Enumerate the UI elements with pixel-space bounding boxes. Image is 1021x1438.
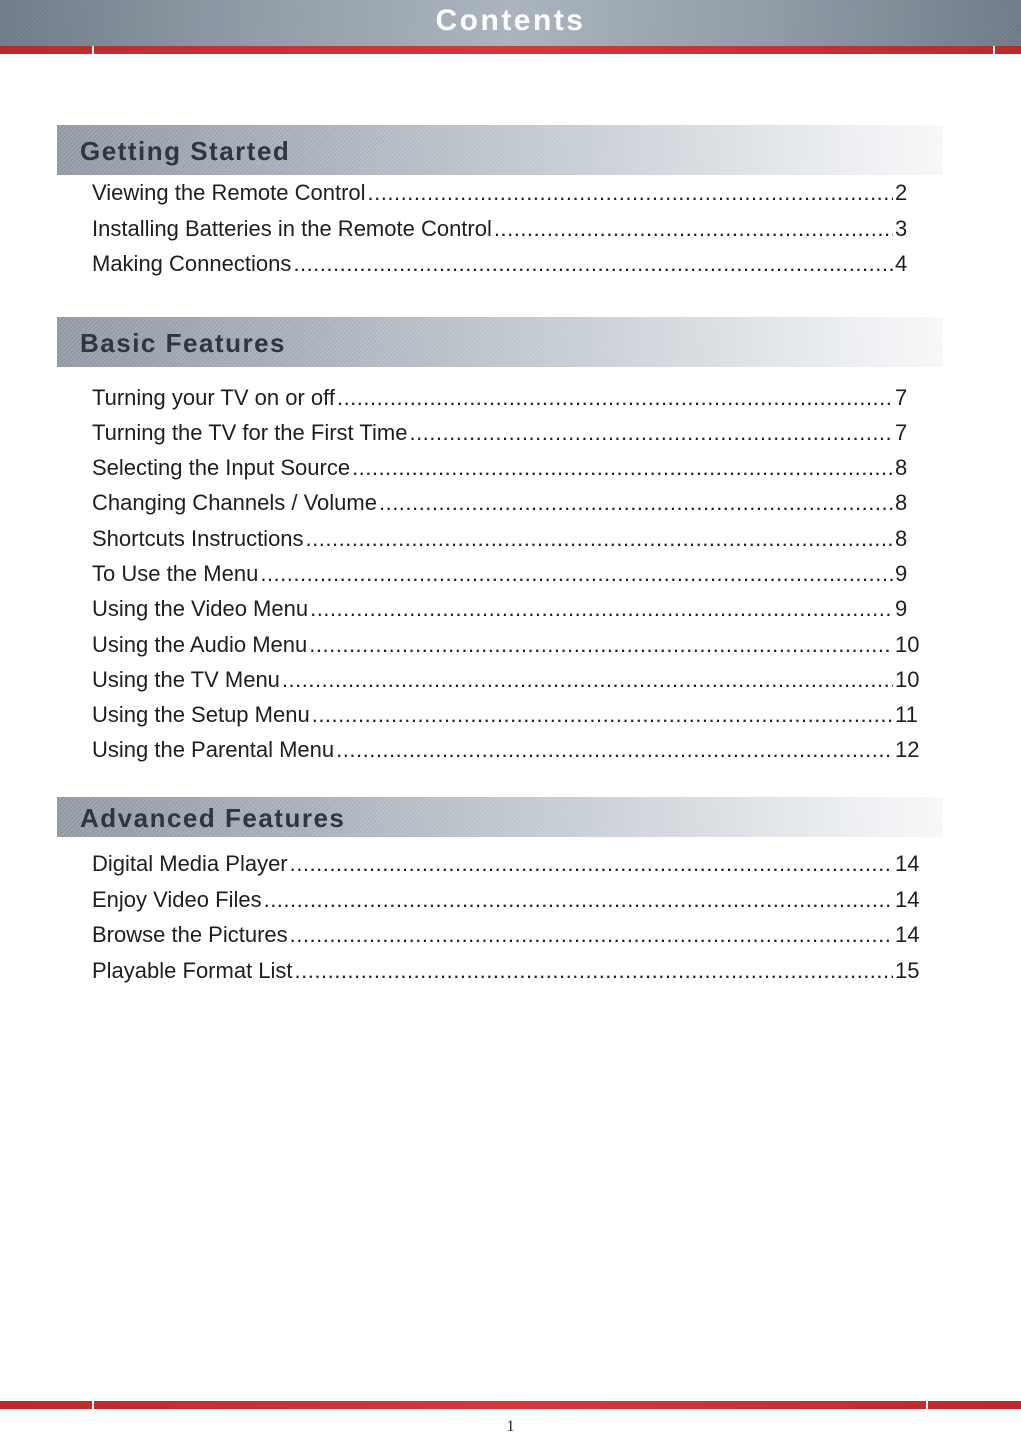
toc-entry[interactable] [92, 385, 921, 415]
toc-entry[interactable] [92, 958, 921, 988]
title-banner [0, 0, 1021, 46]
toc-entry[interactable] [92, 455, 921, 485]
toc-entry-page: 2 [895, 180, 908, 205]
toc-entry-page: 7 [895, 385, 908, 410]
toc-entry-title: Turning your TV on or off [92, 385, 335, 410]
dot-leader [337, 385, 893, 411]
dot-leader [290, 851, 893, 877]
toc-entry[interactable] [92, 490, 921, 520]
toc-entry-page: 14 [895, 922, 920, 947]
toc-entry-title: Browse the Pictures [92, 922, 288, 947]
page-number: 1 [506, 1418, 515, 1435]
top-divider [0, 46, 1021, 54]
toc-entry-page: 8 [895, 490, 908, 515]
toc-entry[interactable] [92, 887, 921, 917]
toc-entry-page: 15 [895, 958, 920, 983]
section-heading: Basic Features [80, 328, 286, 358]
toc-entry[interactable] [92, 851, 921, 881]
toc-entry-page: 10 [895, 667, 920, 692]
toc-entry-page: 9 [895, 561, 908, 586]
dot-leader [309, 632, 893, 658]
section-header-advanced-features [57, 797, 943, 837]
section-header-getting-started [57, 125, 943, 175]
toc-entry[interactable] [92, 180, 921, 210]
dot-leader [295, 958, 893, 984]
toc-entry-title: Using the Video Menu [92, 596, 309, 621]
toc-entry[interactable] [92, 667, 921, 697]
dot-leader [409, 420, 893, 446]
toc-entry[interactable] [92, 922, 921, 952]
toc-entry-page: 8 [895, 455, 908, 480]
toc-entry[interactable] [92, 737, 921, 767]
page-title: Contents [435, 4, 586, 37]
dot-leader [282, 667, 893, 693]
section-heading: Getting Started [80, 136, 291, 166]
toc-entry-title: Shortcuts Instructions [92, 526, 304, 551]
toc-entry-title: Making Connections [92, 251, 292, 276]
toc-entry-title: Using the Setup Menu [92, 702, 310, 727]
toc-entry[interactable] [92, 632, 921, 662]
toc-entry-title: Using the TV Menu [92, 667, 280, 692]
toc-entry-page: 4 [895, 251, 908, 276]
toc-entry-page: 12 [895, 737, 920, 762]
toc-entry-page: 14 [895, 887, 920, 912]
dot-leader [264, 887, 893, 913]
section-heading: Advanced Features [80, 803, 346, 833]
dot-leader [379, 490, 893, 516]
dot-leader [260, 561, 893, 587]
toc-entry-page: 11 [895, 702, 918, 727]
dot-leader [494, 216, 893, 242]
toc-entry-title: Viewing the Remote Control [92, 180, 366, 205]
dot-leader [293, 251, 893, 277]
dot-leader [352, 455, 893, 481]
dot-leader [306, 526, 893, 552]
toc-entry[interactable] [92, 702, 921, 732]
toc-entry-page: 9 [895, 596, 908, 621]
toc-entry-title: Changing Channels / Volume [92, 490, 377, 515]
dot-leader [290, 922, 893, 948]
toc-entry-title: To Use the Menu [92, 561, 259, 586]
toc-entry[interactable] [92, 216, 921, 246]
divider-notch [926, 1401, 928, 1409]
divider-notch [92, 1401, 94, 1409]
toc-entry[interactable] [92, 420, 921, 450]
dot-leader [310, 596, 893, 622]
toc-entry-title: Playable Format List [92, 958, 293, 983]
toc-entry[interactable] [92, 561, 921, 591]
toc-entry-page: 8 [895, 526, 908, 551]
toc-entry[interactable] [92, 596, 921, 626]
toc-entry-title: Turning the TV for the First Time [92, 420, 408, 445]
dot-leader [312, 702, 893, 728]
dot-leader [336, 737, 893, 763]
toc-entry-title: Enjoy Video Files [92, 887, 262, 912]
divider-notch [92, 46, 94, 54]
section-header-basic-features [57, 317, 943, 367]
toc-entry-title: Using the Parental Menu [92, 737, 335, 762]
toc-entry-title: Digital Media Player [92, 851, 288, 876]
dot-leader [368, 180, 893, 206]
bottom-divider [0, 1401, 1021, 1409]
toc-entry[interactable] [92, 251, 921, 281]
toc-entry-page: 10 [895, 632, 920, 657]
toc-entry-title: Installing Batteries in the Remote Control [92, 216, 492, 241]
toc-entry-page: 7 [895, 420, 908, 445]
toc-entry[interactable] [92, 526, 921, 556]
divider-notch [993, 46, 995, 54]
toc-entry-page: 14 [895, 851, 920, 876]
toc-entry-title: Selecting the Input Source [92, 455, 351, 480]
toc-entry-title: Using the Audio Menu [92, 632, 308, 657]
toc-entry-page: 3 [895, 216, 908, 241]
